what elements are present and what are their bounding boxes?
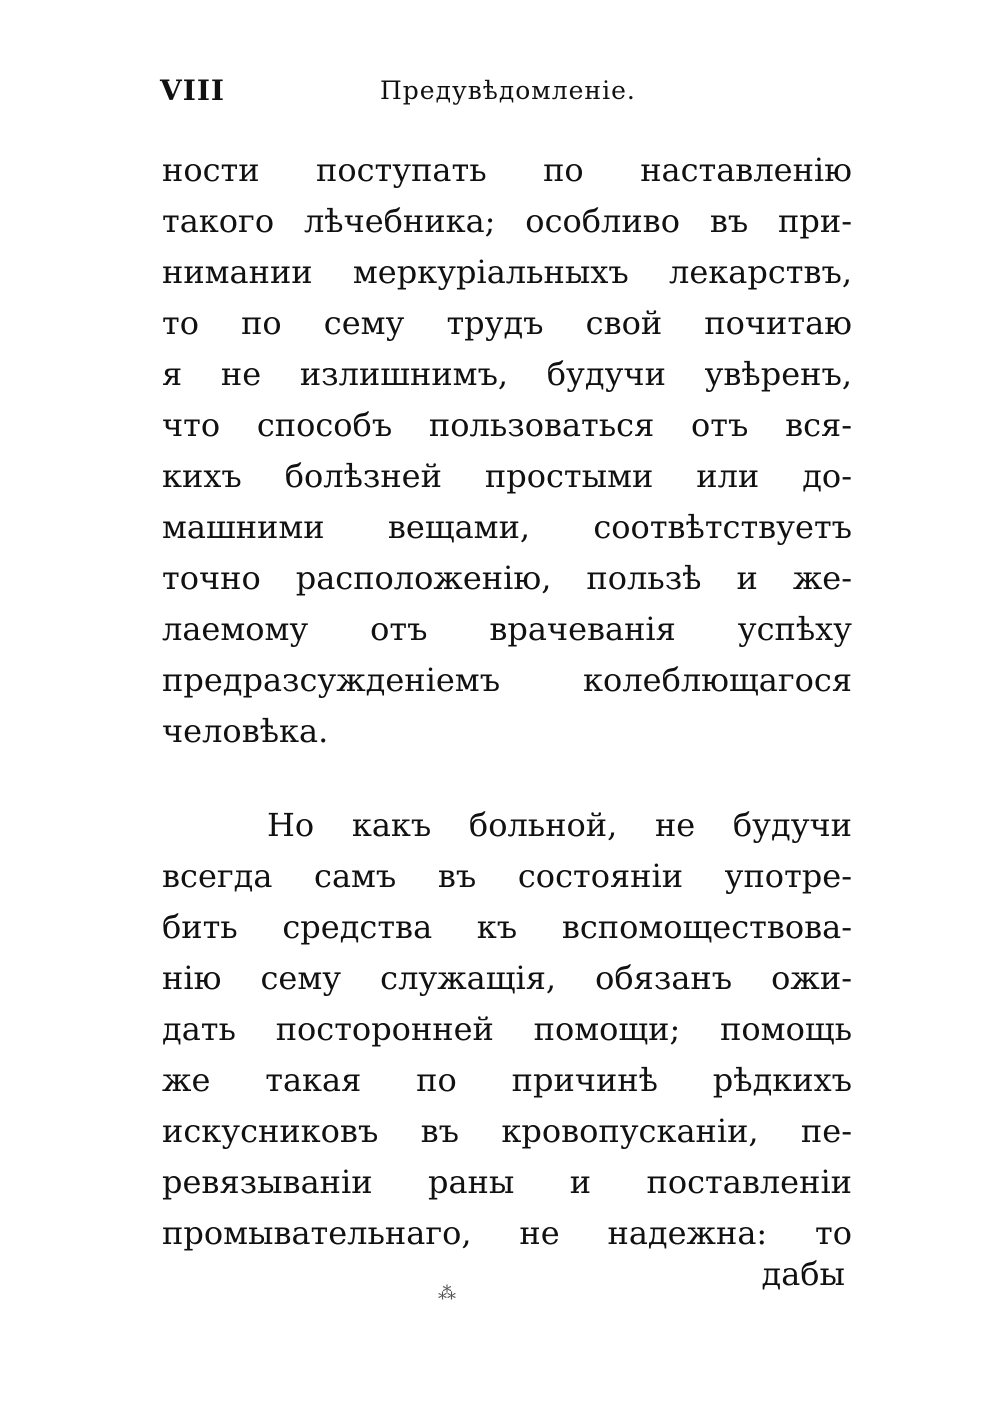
text-line: ности поступать по наставленію <box>162 151 852 189</box>
text-line: то по сему трудъ свой почитаю <box>162 304 852 342</box>
text-line: Но какъ больной, не будучи <box>267 806 852 844</box>
signature-mark-icon: ⁂ <box>438 1283 456 1304</box>
text-line: такого лѣчебника; особливо въ при- <box>162 202 852 240</box>
text-line: лаемому отъ врачеванія успѣху <box>162 610 852 648</box>
text-line: человѣка. <box>162 712 329 750</box>
text-line: дать посторонней помощи; помощь <box>162 1010 852 1048</box>
text-line: всегда самъ въ состояніи употре- <box>162 857 852 895</box>
text-line: нимании меркуріальныхъ лекарствъ, <box>162 253 852 291</box>
text-line: предразсужденіемъ колеблющагося <box>162 661 852 699</box>
text-line: точно расположенію, пользѣ и же- <box>162 559 852 597</box>
page-number: VIII <box>160 74 226 107</box>
text-line: промывательнаго, не надежна: то <box>162 1214 852 1252</box>
catchword: дабы <box>761 1255 845 1293</box>
text-line: машними вещами, соотвѣтствуетъ <box>162 508 852 546</box>
text-line: кихъ болѣзней простыми или до- <box>162 457 852 495</box>
text-line: я не излишнимъ, будучи увѣренъ, <box>162 355 852 393</box>
text-line: искусниковъ въ кровопусканіи, пе- <box>162 1112 852 1150</box>
text-line: нію сему служащія, обязанъ ожи- <box>162 959 852 997</box>
running-head: Предувѣдомленіе. <box>380 76 636 105</box>
paragraph-1 <box>162 145 852 757</box>
text-line: что способъ пользоваться отъ вся- <box>162 406 852 444</box>
text-line: бить средства къ вспомоществова- <box>162 908 852 946</box>
paragraph-2 <box>162 800 852 1259</box>
text-line: ревязываніи раны и поставленіи <box>162 1163 852 1201</box>
text-line: же такая по причинѣ рѣдкихъ <box>162 1061 852 1099</box>
